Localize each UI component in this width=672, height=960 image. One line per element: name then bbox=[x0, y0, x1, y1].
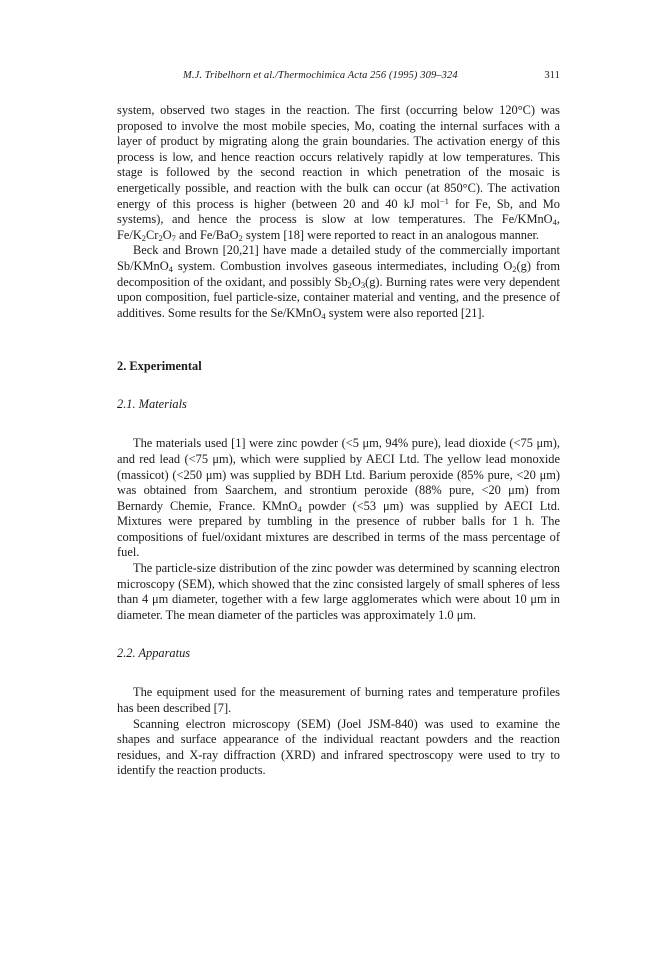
journal-page bbox=[117, 70, 560, 779]
subsection-heading-apparatus: 2.2. Apparatus bbox=[117, 646, 191, 661]
materials-paragraph-2: The particle-size distribution of the zinc powder was determined by scanning electron microscopy (SEM), which showed that the zinc consisted largely of small spheres of less than 4 μm diameter, together with a few large agglomerates which were about 10 μm in diameter. The mean diameter of the particles was approximately 1.0 μm. bbox=[117, 561, 560, 622]
intro-paragraph-2: Beck and Brown [20,21] have made a detailed study of the commercially important Sb/KMnO$_4$ system. Combustion involves gaseous intermediates, including $O_2(g)$ from decomposition of the oxidant, and possibly $Sb_2O_3(g)$. Burning rates were very dependent upon composition, fuel particle-size, container material and venting, and the presence of additives. Some results for the Se/KMnO$_4$ system were also reported [21]. bbox=[117, 243, 561, 321]
running-title: M.J. Tribelhorn et al./Thermochimica Acta 256 (1995) 309–324 bbox=[183, 70, 458, 81]
intro-paragraph-1: system, observed two stages in the reaction. The first (occurring below 120°C) was proposed to involve the most mobile species, Mo, coating the internal surfaces with a layer of product by migrating along the grain boundaries. The activation energy of this process is low, and hence reaction occurs relatively rapidly at low temperatures. This stage is followed by the second reaction in which penetration of the mosaic is energetically possible, and reaction with the bulk can occur (at 850°C). The activation energy of this process is higher (between 20 and 40 kJ mol$^{-1}$ for Fe, Sb, and Mo systems), and hence the process is slow at low temperatures. The Fe/KMnO$_4$, $Fe/K_2Cr_2O_7$ and Fe/BaO$_2$ system [18] were reported to react in an analogous manner. bbox=[117, 103, 560, 243]
apparatus-paragraph-2: Scanning electron microscopy (SEM) (Joel JSM-840) was used to examine the shapes and surface appearance of the individual reactant powders and the reaction residues, and X-ray diffraction (XRD) and infrared spectroscopy were used to try to identify the reaction products. bbox=[117, 716, 560, 778]
running-header bbox=[117, 70, 560, 86]
materials-paragraph-1: The materials used [1] were zinc powder (<5 μm, 94% pure), lead dioxide (<75 μm), and red lead (<75 μm), which were supplied by AECI Ltd. The yellow lead monoxide (massicot) (<250 μm) was supplied by BDH Ltd. Barium peroxide (85% pure, <20 μm) was obtained from Saarchem, and strontium peroxide (88% pure, <20 μm) from Bernardy Chemie, France. KMnO$_4$ powder (<53 μm) was supplied by AECI Ltd. Mixtures were prepared by tumbling in the presence of rubber balls for 1 h. The compositions of fuel/oxidant mixtures are described in terms of the mass percentage of fuel. bbox=[117, 436, 560, 560]
apparatus-paragraph-1: The equipment used for the measurement of burning rates and temperature profiles has been described [7]. bbox=[117, 685, 560, 716]
section-heading-experimental: 2. Experimental bbox=[117, 359, 202, 374]
page-number: 311 bbox=[544, 70, 560, 81]
subsection-heading-materials: 2.1. Materials bbox=[117, 397, 187, 412]
